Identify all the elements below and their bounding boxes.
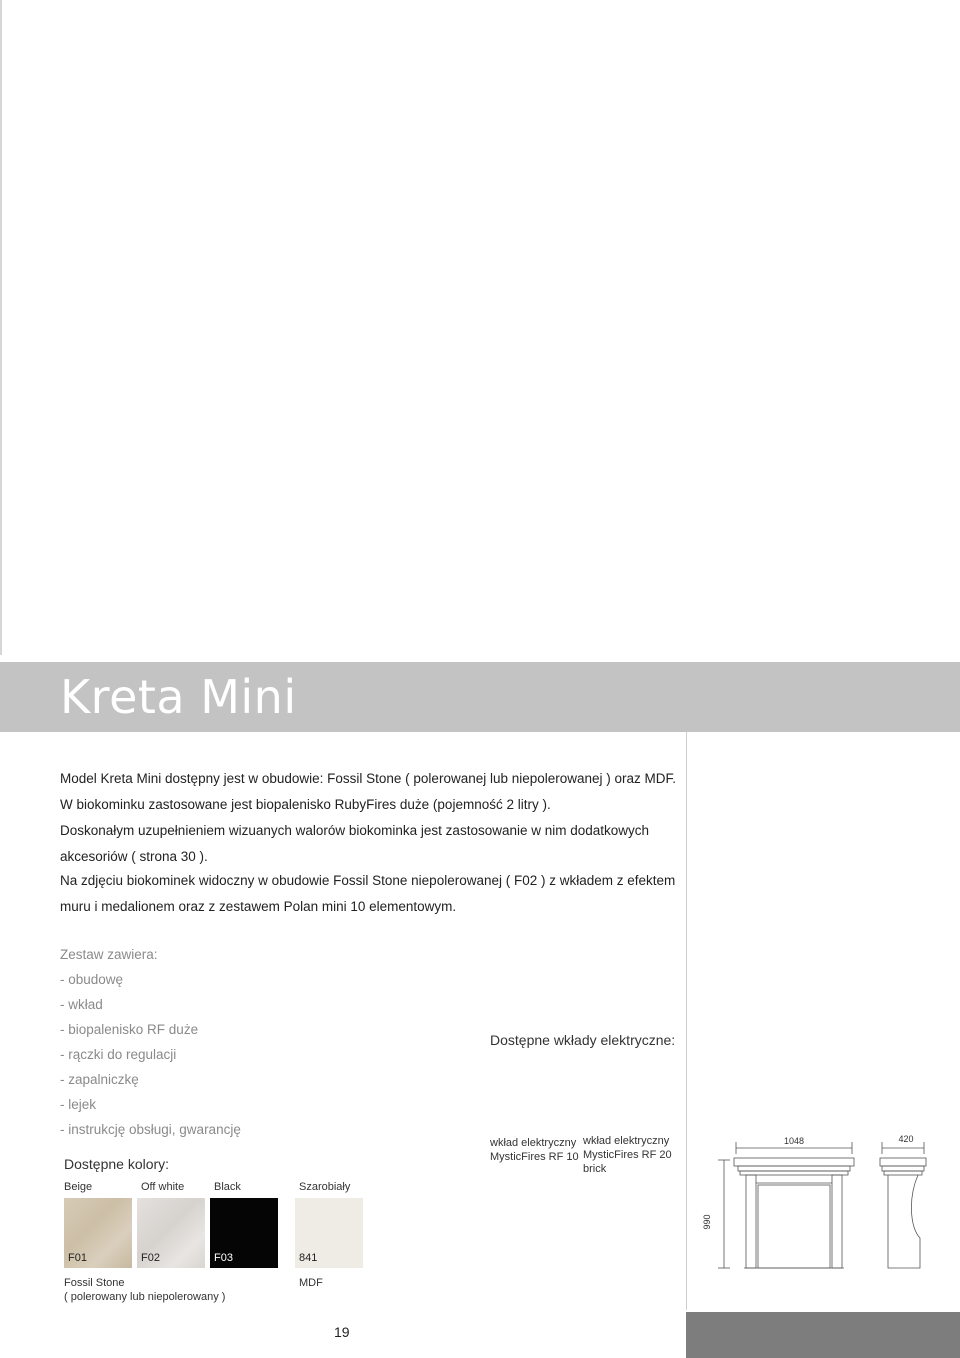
kit-item: - rączki do regulacji (60, 1047, 177, 1062)
kit-item: - lejek (60, 1097, 97, 1112)
material-mdf: MDF (299, 1277, 323, 1289)
side-view (880, 1158, 926, 1268)
electric-insert-rf10 (490, 1136, 579, 1164)
material-fossil-stone (64, 1276, 225, 1304)
insert-line: MysticFires RF 20 (583, 1149, 672, 1161)
material-line: ( polerowany lub niepolerowany ) (64, 1291, 226, 1303)
insert-line: MysticFires RF 10 (490, 1151, 579, 1163)
swatch-code-f01: F01 (68, 1252, 87, 1264)
description-line: Doskonałym uzupełnieniem wizuanych walorów biokominka jest zastosowanie w nim dodatkowych (60, 823, 650, 838)
swatch-code-f02: F02 (141, 1252, 160, 1264)
swatch-label-beige: Beige (64, 1181, 93, 1193)
kit-heading: Zestaw zawiera: (60, 947, 158, 962)
insert-line: wkład elektryczny (490, 1137, 577, 1149)
insert-line: wkład elektryczny (583, 1135, 670, 1147)
dimension-width-label: 1048 (783, 1136, 805, 1146)
description-line: W biokominku zastosowane jest biopalenisko RubyFires duże (pojemność 2 litry ). (60, 797, 551, 812)
description-line: Model Kreta Mini dostępny jest w obudowie: Fossil Stone ( polerowanej lub niepolerowanej ) oraz MDF. (60, 771, 677, 786)
swatch-label-black: Black (214, 1181, 241, 1193)
insert-line: brick (583, 1163, 607, 1175)
electric-insert-rf20 (583, 1134, 672, 1176)
electric-inserts-heading: Dostępne wkłady elektryczne: (490, 1032, 676, 1048)
column-divider (686, 732, 687, 1310)
description-line: akcesoriów ( strona 30 ). (60, 849, 208, 864)
swatch-label-szarobialy: Szarobiały (299, 1181, 351, 1193)
dimension-height-label: 990 (702, 1214, 712, 1230)
swatch-code-f03: F03 (214, 1252, 233, 1264)
kit-item: - zapalniczkę (60, 1072, 139, 1087)
colors-heading: Dostępne kolory: (64, 1156, 170, 1172)
material-line: Fossil Stone (64, 1277, 125, 1289)
swatch-code-841: 841 (299, 1252, 318, 1264)
dimension-depth-label: 420 (898, 1134, 914, 1144)
footer-accent-bar (686, 1312, 960, 1358)
description-line: Na zdjęciu biokominek widoczny w obudowie Fossil Stone niepolerowanej ( F02 ) z wkładem z efektem (60, 873, 676, 888)
swatch-label-offwhite: Off white (141, 1181, 185, 1193)
kit-item: - obudowę (60, 972, 124, 987)
kit-item: - wkład (60, 997, 103, 1012)
page-number: 19 (334, 1324, 350, 1340)
description-line: muru i medalionem oraz z zestawem Polan mini 10 elementowym. (60, 899, 457, 914)
fireplace-technical-drawing (696, 1128, 950, 1278)
kit-item: - biopalenisko RF duże (60, 1022, 199, 1037)
left-edge-rule (0, 0, 2, 655)
page-title: Kreta Mini (60, 670, 297, 724)
kit-item: - instrukcję obsługi, gwarancję (60, 1122, 241, 1137)
front-view (734, 1158, 854, 1268)
